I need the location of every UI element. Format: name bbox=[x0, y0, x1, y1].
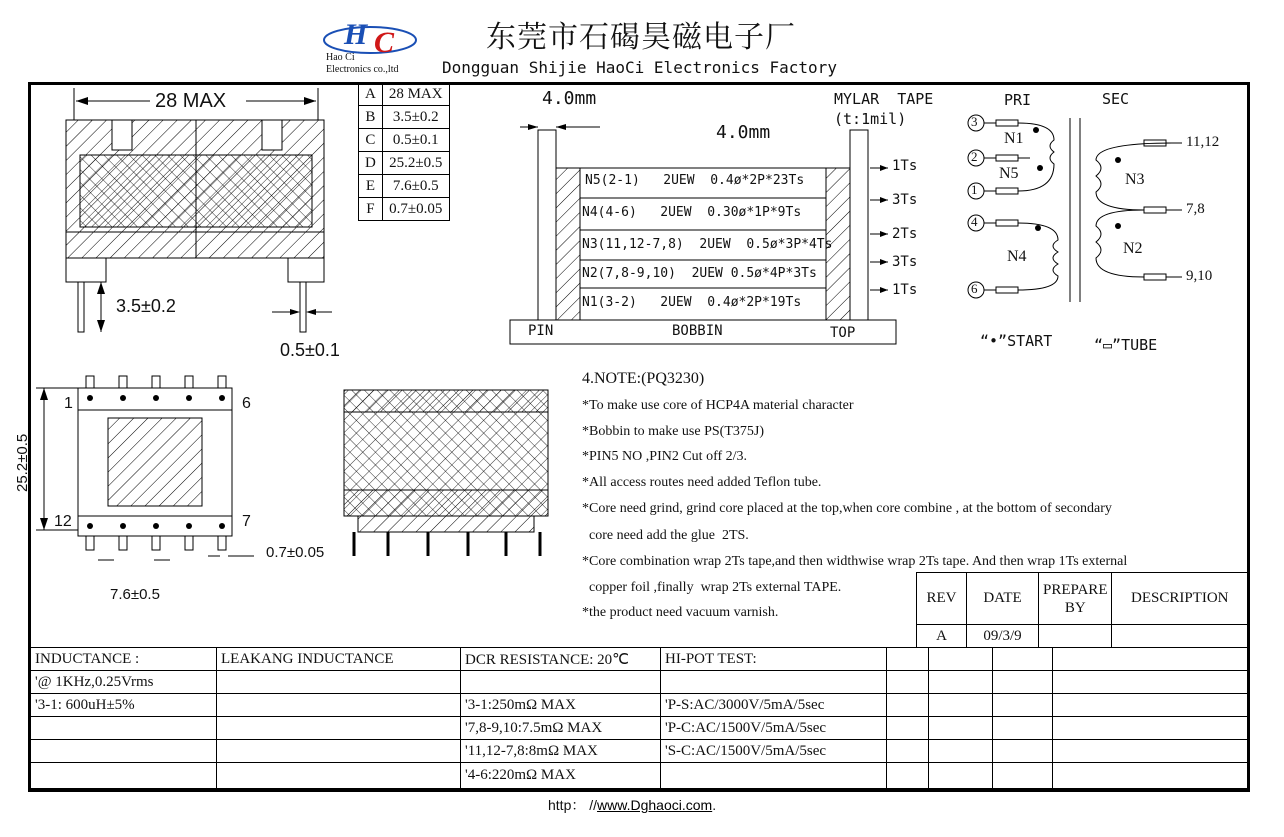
note-line: *the product need vacuum varnish. bbox=[582, 605, 779, 620]
spec-row bbox=[31, 671, 1248, 694]
spec-cell bbox=[929, 671, 993, 694]
spec-row bbox=[31, 763, 1248, 789]
dim-val: 7.6±0.5 bbox=[382, 175, 449, 198]
spec-cell: '3-1: 600uH±5% bbox=[31, 694, 217, 717]
spec-cell bbox=[217, 694, 461, 717]
spec-cell bbox=[1053, 763, 1248, 789]
spec-cell: '11,12-7,8:8mΩ MAX bbox=[461, 740, 661, 763]
primary-label: PRI bbox=[1004, 91, 1032, 109]
winding-n4-label: N4 bbox=[1007, 248, 1027, 265]
note-line: *Core need grind, grind core placed at the top,when core combine , at the bottom of secondary bbox=[582, 501, 1112, 516]
spec-cell bbox=[993, 740, 1053, 763]
leakage-header: LEAKANG INDUCTANCE bbox=[217, 648, 461, 671]
spec-cell bbox=[887, 740, 929, 763]
secondary-label: SEC bbox=[1102, 90, 1130, 108]
dim-val: 25.2±0.5 bbox=[382, 152, 449, 175]
winding-layer-label: N3(11,12-7,8) 2UEW 0.5ø*3P*4Ts bbox=[582, 237, 833, 252]
spec-cell bbox=[993, 694, 1053, 717]
dim-key: A bbox=[359, 83, 383, 106]
spec-cell bbox=[31, 740, 217, 763]
spec-row bbox=[31, 740, 1248, 763]
footer-url bbox=[548, 795, 716, 815]
spec-cell bbox=[993, 717, 1053, 740]
spec-cell bbox=[993, 763, 1053, 789]
rev-header: REV bbox=[917, 573, 967, 625]
spec-cell bbox=[887, 694, 929, 717]
output-pin-7-8: 7,8 bbox=[1186, 201, 1205, 217]
spec-cell bbox=[661, 763, 887, 789]
gap-left-label: 4.0mm bbox=[542, 88, 597, 109]
spec-cell bbox=[993, 648, 1053, 671]
spec-row bbox=[31, 717, 1248, 740]
note-line: *PIN5 NO ,PIN2 Cut off 2/3. bbox=[582, 449, 748, 464]
layer-turns: 3Ts bbox=[892, 254, 918, 270]
schematic-pin-2: 2 bbox=[971, 149, 978, 164]
spec-cell bbox=[1053, 671, 1248, 694]
spec-cell bbox=[661, 671, 887, 694]
layer-turns: 1Ts bbox=[892, 282, 918, 298]
spec-cell: 'S-C:AC/1500V/5mA/5sec bbox=[661, 740, 887, 763]
svg-text:H: H bbox=[344, 18, 368, 51]
dim-val: 0.7±0.05 bbox=[382, 198, 449, 221]
spec-cell bbox=[929, 648, 993, 671]
winding-section bbox=[510, 124, 896, 344]
spec-cell bbox=[31, 763, 217, 789]
inductance-header: INDUCTANCE : bbox=[31, 648, 217, 671]
spec-cell bbox=[31, 717, 217, 740]
spec-cell bbox=[1053, 717, 1248, 740]
side-height-label: 25.2±0.5 bbox=[14, 433, 31, 492]
spec-cell bbox=[217, 717, 461, 740]
date-value: 09/3/9 bbox=[967, 625, 1039, 648]
dim-key: C bbox=[359, 129, 383, 152]
spec-row bbox=[31, 694, 1248, 717]
spec-cell bbox=[217, 740, 461, 763]
pin-6-label: 6 bbox=[242, 395, 251, 412]
note-line: copper foil ,finally wrap 2Ts external TAPE. bbox=[582, 580, 842, 595]
schematic-pin-3: 3 bbox=[971, 114, 978, 129]
spec-cell bbox=[887, 671, 929, 694]
spec-cell: '3-1:250mΩ MAX bbox=[461, 694, 661, 717]
winding-layer-label: N2(7,8-9,10) 2UEW 0.5ø*4P*3Ts bbox=[582, 266, 817, 281]
logo-sub1: Hao Ci bbox=[326, 52, 355, 63]
spec-cell bbox=[887, 717, 929, 740]
spec-cell bbox=[887, 763, 929, 789]
winding-n2-label: N2 bbox=[1123, 240, 1143, 257]
output-pin-11-12: 11,12 bbox=[1186, 134, 1220, 150]
spec-cell bbox=[929, 717, 993, 740]
company-title-cn: 东莞市石碣昊磁电子厂 bbox=[486, 20, 796, 55]
svg-text:C: C bbox=[374, 26, 395, 59]
winding-layer-label: N5(2-1) 2UEW 0.4ø*2P*23Ts bbox=[585, 173, 805, 188]
spec-cell bbox=[1053, 694, 1248, 717]
winding-layer-label: N4(4-6) 2UEW 0.30ø*1P*9Ts bbox=[582, 205, 802, 220]
legend-start: “•”START bbox=[980, 332, 1053, 350]
spec-cell bbox=[929, 763, 993, 789]
pin-thickness-label: 0.7±0.05 bbox=[266, 544, 325, 561]
pin-12-label: 12 bbox=[54, 513, 72, 530]
tape-label: MYLAR TAPE bbox=[834, 90, 934, 108]
gap-right-label: 4.0mm bbox=[716, 122, 771, 143]
notes-title: 4.NOTE:(PQ3230) bbox=[582, 370, 705, 387]
logo-sub2: Electronics co.,ltd bbox=[326, 64, 399, 75]
note-line: core need add the glue 2TS. bbox=[582, 528, 749, 543]
tape-thickness: (t:1mil) bbox=[834, 110, 907, 128]
spec-cell: 'P-S:AC/3000V/5mA/5sec bbox=[661, 694, 887, 717]
dim-val: 28 MAX bbox=[382, 83, 449, 106]
core-width-label: 28 MAX bbox=[155, 90, 227, 112]
spec-cell bbox=[929, 694, 993, 717]
spec-cell: '7,8-9,10:7.5mΩ MAX bbox=[461, 717, 661, 740]
spec-cell bbox=[929, 740, 993, 763]
spec-cell bbox=[217, 763, 461, 789]
winding-n5-label: N5 bbox=[999, 165, 1019, 182]
schematic-pin-1: 1 bbox=[971, 182, 978, 197]
footer-suffix: . bbox=[712, 797, 717, 813]
spec-cell bbox=[1053, 648, 1248, 671]
dim-key: B bbox=[359, 106, 383, 129]
revision-header-row bbox=[917, 573, 1248, 625]
revision-table bbox=[916, 572, 1248, 648]
bobbin-top-label: TOP bbox=[830, 325, 856, 341]
note-line: *All access routes need added Teflon tube. bbox=[582, 475, 822, 490]
date-header: DATE bbox=[967, 573, 1039, 625]
spec-cell bbox=[993, 671, 1053, 694]
output-pin-9-10: 9,10 bbox=[1186, 268, 1213, 284]
pin-pitch-label: 7.6±0.5 bbox=[110, 586, 160, 603]
core-side-view bbox=[344, 390, 548, 556]
winding-layer-label: N1(3-2) 2UEW 0.4ø*2P*19Ts bbox=[582, 295, 802, 310]
layer-turns: 1Ts bbox=[892, 158, 918, 174]
polarity-dots bbox=[1033, 127, 1121, 231]
pin-7-label: 7 bbox=[242, 513, 251, 530]
schematic-pin-4: 4 bbox=[971, 214, 978, 229]
spec-cell: '@ 1KHz,0.25Vrms bbox=[31, 671, 217, 694]
prepare-value bbox=[1039, 625, 1112, 648]
legend-tube: “▭”TUBE bbox=[1094, 336, 1158, 354]
schematic-pin-6: 6 bbox=[971, 281, 978, 296]
footer-prefix: http： // bbox=[548, 797, 598, 813]
spec-cell bbox=[461, 671, 661, 694]
spec-header-row bbox=[31, 648, 1248, 671]
winding-n1-label: N1 bbox=[1004, 130, 1024, 147]
description-value bbox=[1112, 625, 1248, 648]
company-title-en: Dongguan Shijie HaoCi Electronics Factory bbox=[442, 58, 837, 77]
hipot-header: HI-POT TEST: bbox=[661, 648, 887, 671]
bobbin-pin-label: PIN bbox=[528, 323, 554, 339]
rev-value: A bbox=[917, 625, 967, 648]
spec-table bbox=[30, 647, 1248, 789]
spec-cell bbox=[217, 671, 461, 694]
layer-turns: 3Ts bbox=[892, 192, 918, 208]
dim-key: F bbox=[359, 198, 383, 221]
dim-key: E bbox=[359, 175, 383, 198]
note-line: *Bobbin to make use PS(T375J) bbox=[582, 424, 764, 439]
spec-cell: 'P-C:AC/1500V/5mA/5sec bbox=[661, 717, 887, 740]
dim-key: D bbox=[359, 152, 383, 175]
core-height-label: 3.5±0.2 bbox=[116, 296, 176, 316]
layer-turns: 2Ts bbox=[892, 226, 918, 242]
revision-row bbox=[917, 625, 1248, 648]
spec-cell: '4-6:220mΩ MAX bbox=[461, 763, 661, 789]
dim-val: 0.5±0.1 bbox=[382, 129, 449, 152]
spec-cell bbox=[1053, 740, 1248, 763]
pin-1-label: 1 bbox=[64, 395, 73, 412]
pin-size-label: 0.5±0.1 bbox=[280, 340, 340, 360]
prepare-header: PREPARE BY bbox=[1039, 573, 1112, 625]
note-line: *To make use core of HCP4A material character bbox=[582, 398, 854, 413]
spec-cell bbox=[887, 648, 929, 671]
note-line: *Core combination wrap 2Ts tape,and then widthwise wrap 2Ts tape. And then wrap 1Ts external bbox=[582, 554, 1128, 569]
website-link[interactable]: www.Dghaoci.com bbox=[597, 797, 713, 813]
schematic-diagram bbox=[968, 115, 1182, 302]
core-front-view bbox=[66, 88, 332, 332]
description-header: DESCRIPTION bbox=[1112, 573, 1248, 625]
winding-n3-label: N3 bbox=[1125, 171, 1145, 188]
bobbin-label: BOBBIN bbox=[672, 323, 723, 339]
dim-val: 3.5±0.2 bbox=[382, 106, 449, 129]
dcr-header: DCR RESISTANCE: 20℃ bbox=[461, 648, 661, 671]
